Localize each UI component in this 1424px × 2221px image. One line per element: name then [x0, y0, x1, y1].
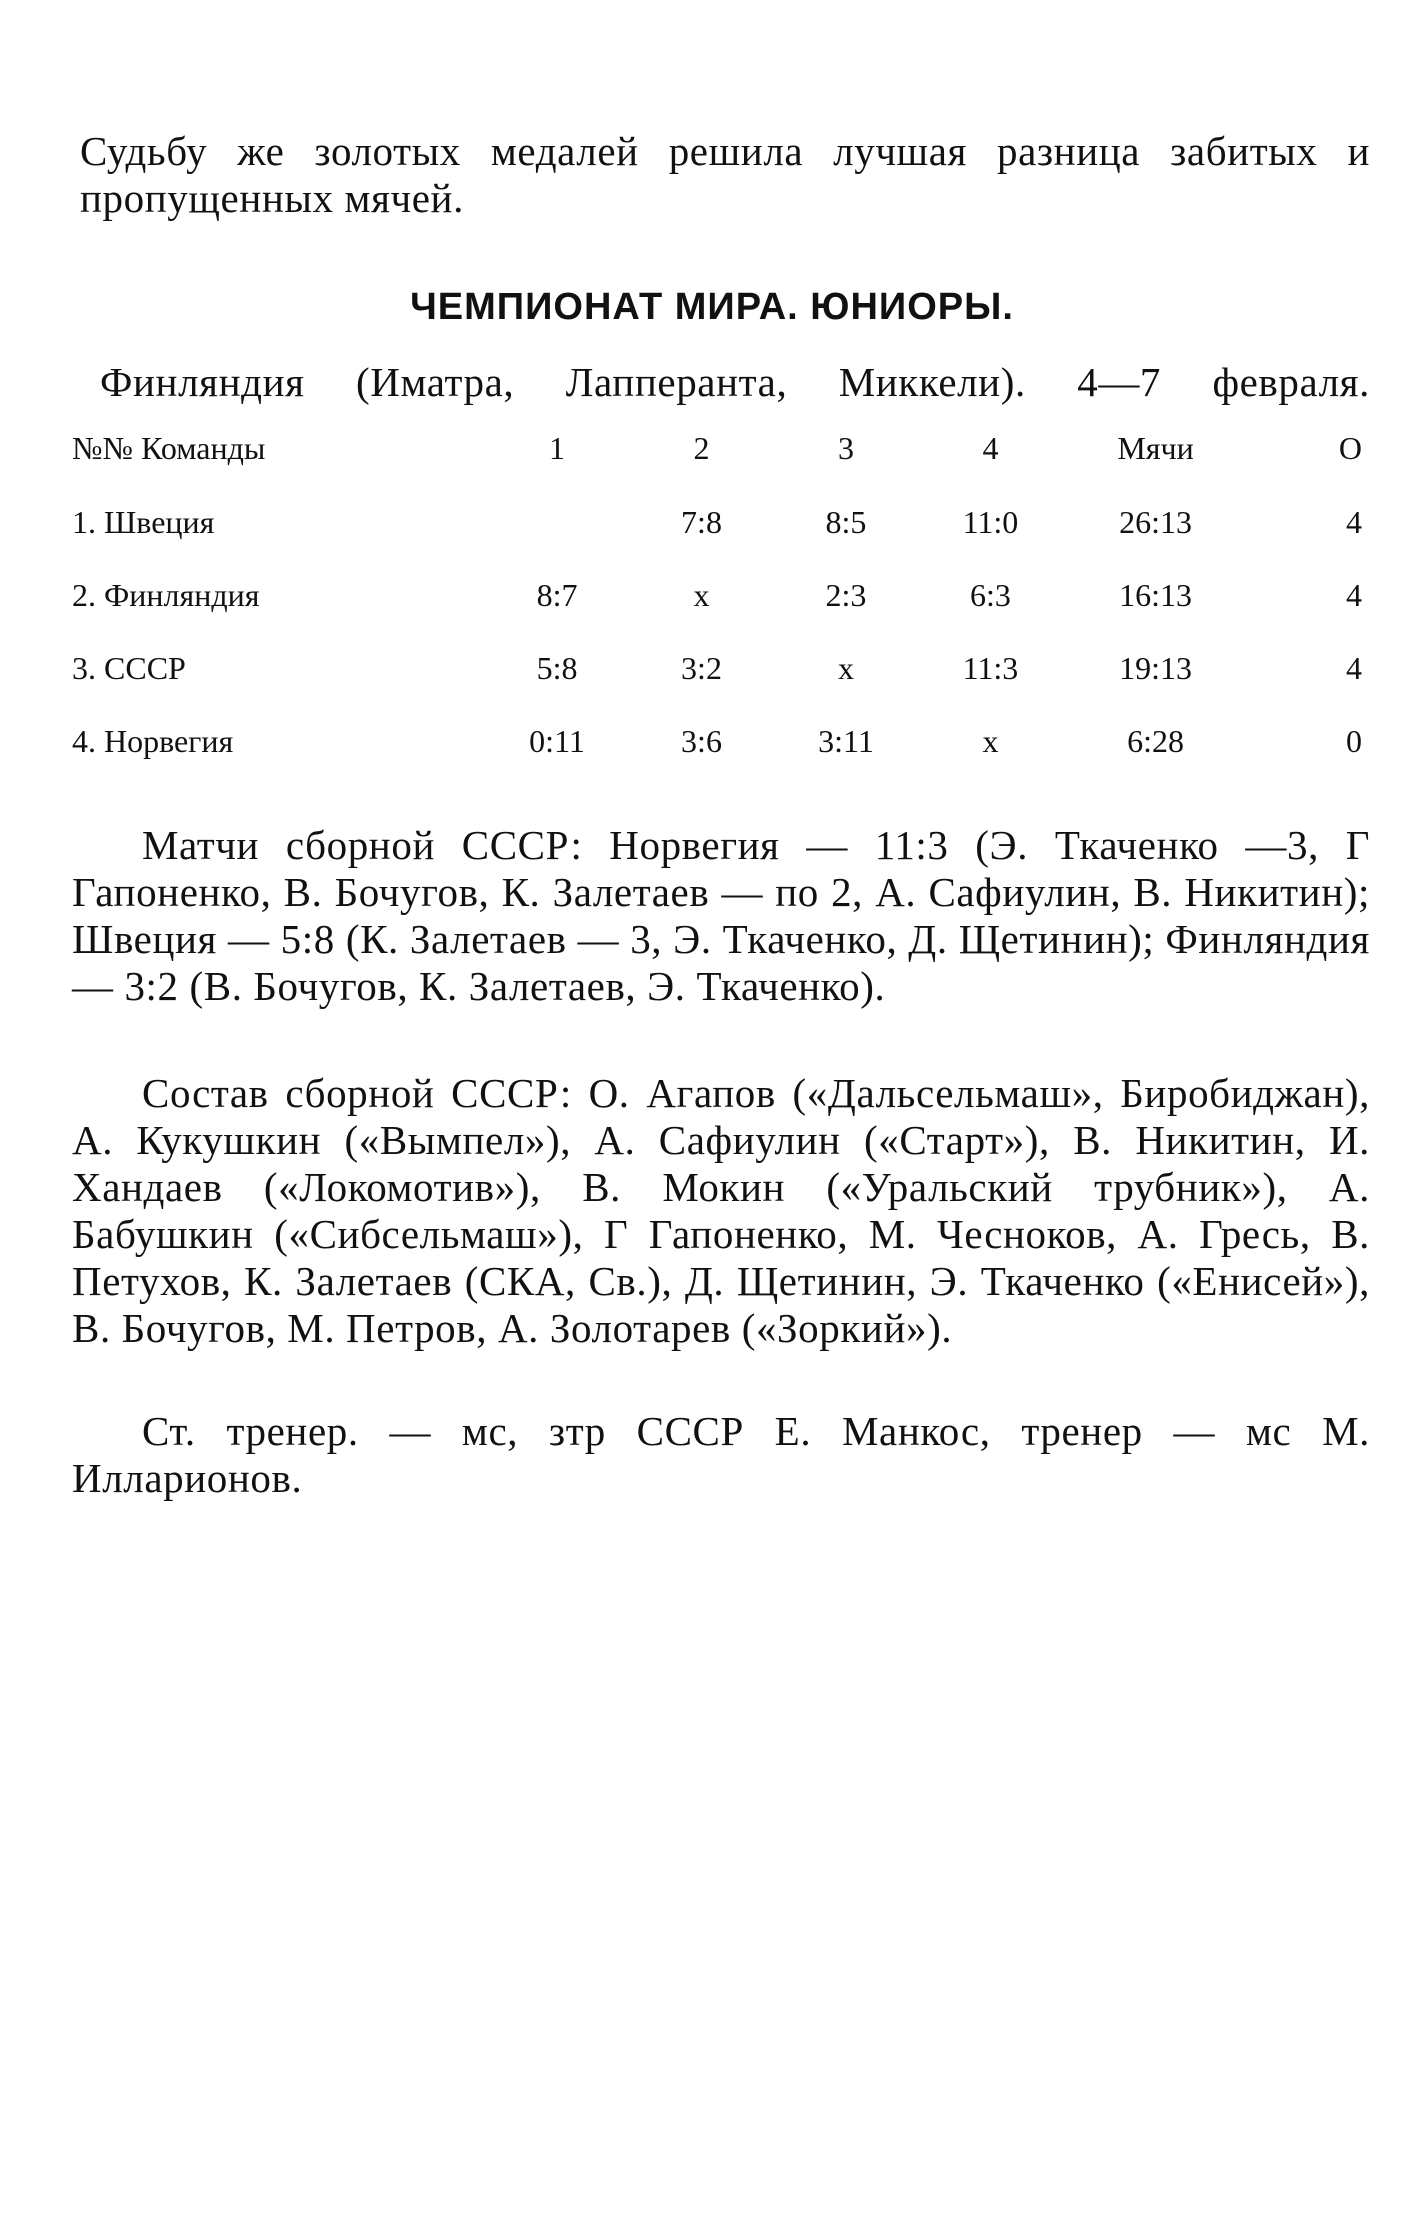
team-name: 2. Финляндия [72, 577, 260, 613]
table-row [72, 705, 1362, 778]
ussr-roster-paragraph: Состав сборной СССР: О. Агапов («Дальсельмаш», Биробиджан), А. Кукушкин («Вымпел»), А. Сафиулин («Старт»), В. Никитин, И. Хандаев («Локомотив»), В. Мокин («Уральский трубник»), А. Бабушкин («Сибсельмаш»), Г Гапоненко, М. Чесноков, А. Гресь, В. Петухов, К. Залетаев (СКА, Св.), Д. Щетинин, Э. Ткаченко («Енисей»), В. Бочугов, М. Петров, А. Золотарев («Зоркий»). [72, 1070, 1370, 1351]
goals-cell: 19:13 [1119, 650, 1192, 686]
result-cell: 0:11 [529, 723, 585, 759]
result-cell: 6:3 [969, 577, 1011, 613]
result-cell: 3:6 [681, 723, 722, 759]
result-cell: 7:8 [681, 504, 722, 540]
header-game-4: 4 [982, 430, 999, 466]
ussr-matches-paragraph: Матчи сборной СССР: Норвегия — 11:3 (Э. Ткаченко —3, Г Гапоненко, В. Бочугов, К. Залетаев — по 2, А. Сафиулин, В. Никитин); Швеция — 5:8 (К. Залетаев — 3, Э. Ткаченко, Д. Щетинин); Финляндия — 3:2 (В. Бочугов, К. Залетаев, Э. Ткаченко). [72, 822, 1370, 1009]
points-cell: 4 [1346, 650, 1362, 686]
result-cell: 8:7 [536, 577, 578, 613]
header-goals: Мячи [1117, 430, 1194, 466]
result-cell: 8:5 [825, 504, 867, 540]
tournament-location-dates: Финляндия (Иматра, Лапперанта, Миккели). 4—7 февраля. [100, 359, 1370, 405]
table-header-row [72, 430, 1362, 486]
result-cell: 11:3 [962, 650, 1019, 686]
result-cell: 11:0 [962, 504, 1019, 540]
result-cell: 3:2 [681, 650, 722, 686]
points-cell: 4 [1346, 504, 1362, 540]
goals-cell: 26:13 [1119, 504, 1192, 540]
result-cell: х [982, 723, 999, 759]
result-cell: 2:3 [825, 577, 867, 613]
header-game-1: 1 [549, 430, 566, 466]
header-points: О [1338, 430, 1362, 466]
result-cell [485, 486, 629, 559]
team-name: 3. СССР [72, 650, 186, 686]
intro-paragraph: Судьбу же золотых медалей решила лучшая разница забитых и пропущенных мячей. [80, 128, 1370, 221]
table-row [72, 486, 1362, 559]
goals-cell: 16:13 [1119, 577, 1192, 613]
section-title: ЧЕМПИОНАТ МИРА. ЮНИОРЫ. [410, 286, 1014, 328]
header-game-3: 3 [837, 430, 854, 466]
header-game-2: 2 [693, 430, 710, 466]
standings-table [72, 430, 1362, 778]
team-name: 4. Норвегия [72, 723, 234, 759]
header-team: №№ Команды [72, 430, 266, 466]
coaches-paragraph: Ст. тренер. — мс, зтр СССР Е. Манкос, тренер — мс М. Илларионов. [72, 1408, 1370, 1501]
table-row [72, 559, 1362, 632]
goals-cell: 6:28 [1127, 723, 1184, 759]
result-cell: 5:8 [536, 650, 578, 686]
points-cell: 4 [1346, 577, 1362, 613]
points-cell: 0 [1346, 723, 1362, 759]
result-cell: х [693, 577, 710, 613]
result-cell: х [837, 650, 854, 686]
result-cell: 3:11 [818, 723, 874, 759]
team-name: 1. Швеция [72, 504, 215, 540]
table-row [72, 632, 1362, 705]
